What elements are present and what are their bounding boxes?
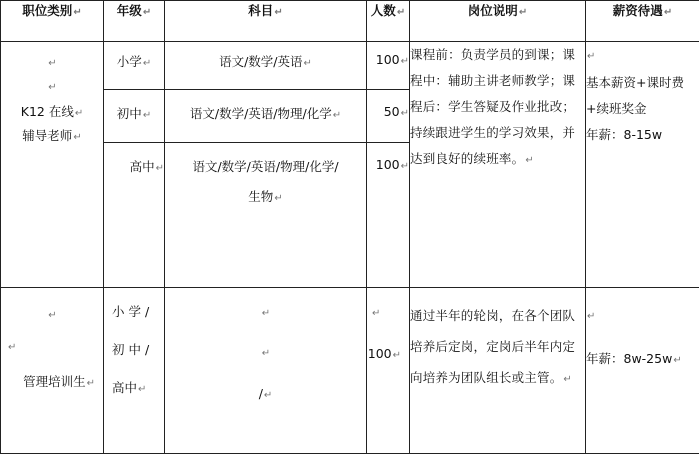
k12-grade-high: 高中↵ [104,143,165,288]
header-salary: 薪资待遇↵ [586,1,699,42]
k12-count-middle: 50↵ [367,90,410,143]
trainee-subjects-cell: ↵ ↵ /↵ [165,288,367,454]
trainee-salary-cell: ↵ 年薪：8w-25w↵ [586,288,699,454]
trainee-row [1,288,699,454]
trainee-salary: 年薪：8w-25w [586,351,673,366]
k12-subjects-high-line1: 语文/数学/英语/物理/化学/ [192,159,339,174]
trainee-description-cell: 通过半年的轮岗，在各个团队培养后定岗，定岗后半年内定向培养为团队组长或主管。↵ [410,288,586,454]
k12-category-cell: ↵ ↵ K12 在线↵ 辅导老师↵ [1,42,104,288]
k12-description-cell: 课程前：负责学员的到课；课程中：辅助主讲老师教学；课程后：学生答疑及作业批改；持续跟进学生的学习效果，并达到良好的续班率。↵ [410,42,586,288]
trainee-grade-line1: 小 学 / [112,304,150,319]
k12-subjects-middle: 语文/数学/英语/物理/化学↵ [165,90,367,143]
trainee-description-text: 通过半年的轮岗，在各个团队培养后定岗，定岗后半年内定向培养为团队组长或主管。 [410,308,576,385]
trainee-grade-line2: 初 中 / [112,342,150,357]
trainee-grade-cell: 小 学 / 初 中 / 高中↵ [104,288,165,454]
k12-count-high: 100↵ [367,143,410,288]
header-grade: 年级↵ [104,1,165,42]
header-subject: 科目↵ [165,1,367,42]
k12-salary-annual: 年薪：8-15w [586,127,663,142]
trainee-count: 100 [367,346,392,361]
k12-salary-cell: ↵ 基本薪资+课时费+续班奖金 年薪：8-15w [586,42,699,288]
k12-subjects-high-line2: 生物 [248,189,274,204]
k12-grade-middle: 初中↵ [104,90,165,143]
trainee-count-cell: ↵ 100↵ [367,288,410,454]
k12-grade-primary: 小学↵ [104,42,165,90]
k12-description-text: 课程前：负责学员的到课；课程中：辅助主讲老师教学；课程后：学生答疑及作业批改；持续跟进学生的学习效果，并达到良好的续班率。 [410,47,576,166]
k12-row-primary [1,42,699,90]
k12-category-line1: K12 在线 [20,104,74,119]
header-row [1,1,699,42]
k12-subjects-high: 语文/数学/英语/物理/化学/ 生物↵ [165,143,367,288]
trainee-category: 管理培训生 [23,374,86,389]
k12-category-line2: 辅导老师 [22,128,73,143]
k12-salary-components: 基本薪资+课时费+续班奖金 [586,75,684,116]
header-count: 人数↵ [367,1,410,42]
trainee-grade-line3: 高中 [112,380,138,395]
header-description: 岗位说明↵ [410,1,586,42]
k12-subjects-primary: 语文/数学/英语↵ [165,42,367,90]
k12-count-primary: 100↵ [367,42,410,90]
header-category: 职位类别↵ [1,1,104,42]
trainee-category-cell: ↵ ↵ 管理培训生↵ [1,288,104,454]
trainee-subjects: / [258,386,263,401]
